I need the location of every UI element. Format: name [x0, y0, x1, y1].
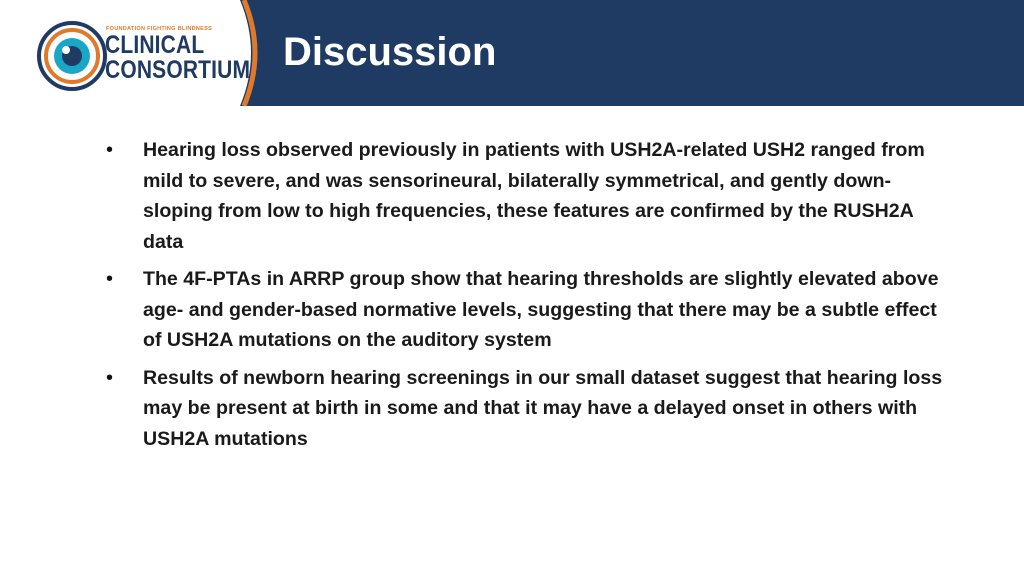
- bullet-text: The 4F-PTAs in ARRP group show that hearing thresholds are slightly elevated above age- and gender-based normative levels, suggesting that there may be a subtle effect of USH2A mutations on the auditory system: [143, 268, 939, 351]
- logo-clinical: CLINICAL: [105, 31, 205, 59]
- logo-consortium: CONSORTIUM: [105, 56, 251, 84]
- bullet-item: [106, 135, 946, 257]
- bullet-text: Hearing loss observed previously in patients with USH2A-related USH2 ranged from mild to severe, and was sensorineural, bilaterally symmetrical, and gently down-sloping from low to high frequencies, these features are confirmed by the RUSH2A data: [143, 139, 925, 253]
- bullet-text: Results of newborn hearing screenings in our small dataset suggest that hearing loss may be present at birth in some and that it may have a delayed onset in others with USH2A mutations: [143, 366, 943, 450]
- bullet-item: [106, 264, 946, 356]
- page-title: Discussion: [283, 30, 497, 74]
- bullet-icon: •: [106, 366, 114, 389]
- bullet-list: [106, 135, 946, 461]
- bullet-item: [106, 363, 946, 455]
- bullet-icon: •: [106, 268, 114, 290]
- logo: [0, 0, 260, 106]
- logo-tagline: FOUNDATION FIGHTING BLINDNESS: [106, 26, 213, 32]
- bullet-icon: •: [106, 139, 114, 161]
